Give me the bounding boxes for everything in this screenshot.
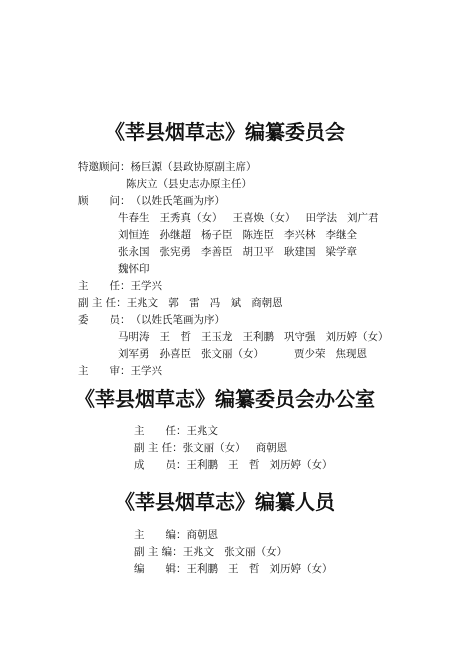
person-name: 王 哲 [228,459,260,471]
person-name: 张文丽（女） [182,442,246,454]
editorial-staff-title: 《莘县烟草志》编纂人员 [115,490,335,514]
person-name: 王 哲 [159,331,191,343]
reviewer-row [78,364,162,378]
members-row [118,347,367,361]
person-name: 张文丽（女） [201,348,264,360]
person-name: 巩守强 [284,331,316,343]
office-director-row [134,424,218,438]
person-name: 李继全 [325,229,357,241]
person-name: 王兆文 [186,425,218,437]
person-name: 王秀真（女） [159,212,223,224]
person-name: 商朝恩 [186,529,218,541]
advisors-row [118,245,357,259]
advisors-row [118,262,150,276]
person-name: 王兆文 [182,546,215,558]
reviewer-label: 主 审： [78,365,131,377]
special-advisor-name: 杨巨源（县政协原副主席） [130,161,257,173]
person-name: 冯 斌 [209,297,242,309]
members-row [118,330,389,344]
advisors-label: 顾 问： [78,195,131,207]
deputy-editor-label: 副 主 编： [134,546,183,558]
office-deputy-row [134,441,287,455]
person-name: 马明涛 [118,331,150,343]
office-title: 《莘县烟草志》编纂委员会办公室 [75,387,375,411]
person-name: 刘广君 [347,212,379,224]
person-name: 胡卫平 [242,246,274,258]
office-director-label: 主 任： [134,425,187,437]
person-name: 魏怀印 [118,263,150,275]
advisors-note: （以姓氏笔画为序） [130,195,225,207]
deputy-director-row [78,296,283,310]
person-name: 王 哲 [228,563,260,575]
person-name: 贾少荣 [294,348,326,360]
person-name: 孙继超 [159,229,191,241]
person-name: 牛春生 [118,212,150,224]
person-name: 张宪勇 [159,246,191,258]
person-name: 张文丽（女） [224,546,288,558]
person-name: 刘军勇 [118,348,150,360]
office-members-row [134,458,333,472]
person-name: 杨子臣 [201,229,233,241]
person-name: 刘历婷（女） [269,459,333,471]
office-members-label: 成 员： [134,459,187,471]
director-label: 主 任： [78,280,131,292]
editors-row [134,562,333,576]
deputy-director-label: 副 主 任： [78,297,127,309]
office-deputy-label: 副 主 任： [134,442,183,454]
person-name: 王兆文 [126,297,159,309]
person-name: 陈连臣 [242,229,274,241]
chief-editor-label: 主 编： [134,529,187,541]
special-advisors-row-2 [126,177,252,191]
person-name: 王玉龙 [201,331,233,343]
director-row [78,279,162,293]
special-advisors-row-1 [78,160,257,174]
person-name: 商朝恩 [255,442,288,454]
advisors-header-row [78,194,225,208]
person-name: 耿建国 [284,246,316,258]
advisors-row [118,211,379,225]
members-note: （以姓氏笔画为序） [130,314,225,326]
person-name: 刘历婷（女） [269,563,333,575]
person-name: 王利鹏 [186,459,218,471]
advisors-row [118,228,357,242]
committee-title: 《莘县烟草志》编纂委员会 [105,120,345,144]
special-advisor-name: 陈庆立（县史志办原主任） [126,178,252,190]
person-name: 焦现恩 [335,348,367,360]
person-name: 刘恒连 [118,229,150,241]
person-name: 田学法 [305,212,337,224]
person-name: 孙喜臣 [159,348,191,360]
members-header-row [78,313,225,327]
person-name: 张永国 [118,246,150,258]
person-name: 郭 雷 [168,297,200,309]
deputy-editor-row [134,545,287,559]
chief-editor-row [134,528,218,542]
person-name: 梁学章 [325,246,357,258]
person-name: 李兴林 [284,229,316,241]
person-name: 王利鹏 [186,563,218,575]
special-advisors-label: 特邀顾问： [78,161,131,173]
person-name: 商朝恩 [251,297,283,309]
person-name: 王利鹏 [242,331,274,343]
members-label: 委 员： [78,314,131,326]
person-name: 刘历婷（女） [325,331,389,343]
person-name: 王学兴 [130,280,162,292]
person-name: 王喜焕（女） [232,212,296,224]
editors-label: 编 辑： [134,563,187,575]
person-name: 李善臣 [201,246,233,258]
person-name: 王学兴 [130,365,162,377]
